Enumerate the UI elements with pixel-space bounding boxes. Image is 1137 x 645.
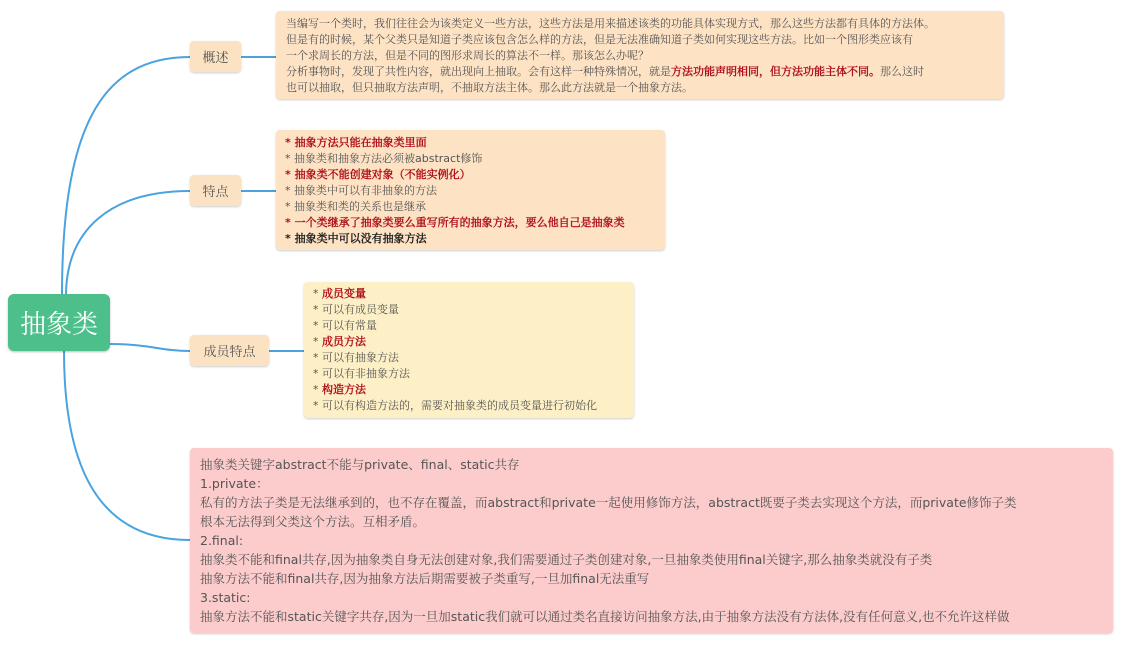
members-line [313,382,625,398]
overview-line-segment: 也可以抽取，但只抽取方法声明，不抽取方法主体。那么此方法就是一个抽象方法。 [286,81,693,94]
members-line [313,334,625,350]
features-line: * 抽象方法只能在抽象类里面 [285,136,427,149]
members-line [313,318,625,334]
link-overview [62,57,190,296]
keyword-line: 私有的方法子类是无法继承到的，也不存在覆盖，而abstract和private一起使用修饰方法，abstract既要子类去实现这个方法，而private修饰子类 [200,495,1017,510]
members-detail-box[interactable] [304,282,634,418]
overview-line [286,16,994,32]
features-line: * 一个类继承了抽象类要么重写所有的抽象方法，要么他自己是抽象类 [285,216,625,229]
members-line-segment: * [313,287,322,300]
keyword-line: 2.final: [200,533,244,548]
topic-features-label: 特点 [202,185,229,200]
keyword-line: 抽象方法不能和final共存,因为抽象方法后期需要被子类重写,一旦加final无法重写 [200,571,650,586]
keyword-line: 根本无法得到父类这个方法。互相矛盾。 [200,514,426,529]
keyword-line: 抽象方法不能和static关键字共存,因为一旦加static我们就可以通过类名直接访问抽象方法,由于抽象方法没有方法体,没有任何意义,也不允许这样做 [200,609,1010,624]
keyword-line: 抽象类关键字abstract不能与private、final、static共存 [200,457,520,472]
members-line [313,286,625,302]
link-members [110,344,190,351]
overview-line-segment: 那么这时 [880,65,924,78]
keyword-line: 1.private： [200,476,269,491]
overview-line [286,48,994,64]
features-line: * 抽象类不能创建对象（不能实例化） [285,168,471,181]
overview-line-segment: 分析事物时，发现了共性内容，就出现向上抽取。会有这样一种特殊情况，就是 [286,65,671,78]
members-line-segment: * 可以有非抽象方法 [313,367,410,380]
topic-overview[interactable] [190,41,241,72]
overview-line-segment: 但是有的时候，某个父类只是知道子类应该包含怎么样的方法，但是无法准确知道子类如何实现这些方法。比如一个图形类应该有 [286,33,913,46]
overview-line-segment: 一个求周长的方法，但是不同的图形求周长的算法不一样。那该怎么办呢？ [286,49,649,62]
link-features [66,191,190,296]
members-line [313,350,625,366]
overview-line [286,64,994,80]
topic-features[interactable] [190,175,241,206]
overview-line [286,32,994,48]
members-line-segment: * 可以有构造方法的，需要对抽象类的成员变量进行初始化 [313,399,597,412]
overview-line-segment: 方法功能声明相同，但方法功能主体不同。 [671,65,880,78]
root-node[interactable] [8,294,110,351]
features-line: * 抽象类和抽象方法必须被abstract修饰 [285,152,483,165]
root-label: 抽象类 [19,310,98,340]
topic-overview-label: 概述 [202,51,229,66]
features-line: * 抽象类和类的关系也是继承 [285,200,426,213]
features-line: * 抽象类中可以有非抽象的方法 [285,184,437,197]
members-line [313,366,625,382]
overview-detail-box[interactable] [276,11,1004,99]
topic-members-label: 成员特点 [203,345,256,360]
keyword-conflict-box[interactable] [190,448,1113,633]
topic-members[interactable] [190,335,269,366]
members-line-segment: * 可以有成员变量 [313,303,399,316]
keyword-line: 3.static: [200,590,251,605]
members-line-segment: * [313,383,322,396]
members-line-segment: * [313,335,322,348]
members-line-segment: 成员方法 [322,335,366,348]
features-line: * 抽象类中可以没有抽象方法 [285,232,427,245]
members-line [313,302,625,318]
members-line-segment: 构造方法 [322,383,366,396]
overview-line-segment: 当编写一个类时，我们往往会为该类定义一些方法，这些方法是用来描述该类的功能具体实现方式，那么这些方法都有具体的方法体。 [286,17,935,30]
members-line-segment: * 可以有常量 [313,319,377,332]
members-line-segment: 成员变量 [322,287,366,300]
link-keywords [64,351,190,540]
keyword-line: 抽象类不能和final共存,因为抽象类自身无法创建对象,我们需要通过子类创建对象,一旦抽象类使用final关键字,那么抽象类就没有子类 [200,552,933,567]
overview-line [286,80,994,96]
members-line [313,398,625,414]
members-line-segment: * 可以有抽象方法 [313,351,399,364]
features-detail-box[interactable] [276,130,665,250]
